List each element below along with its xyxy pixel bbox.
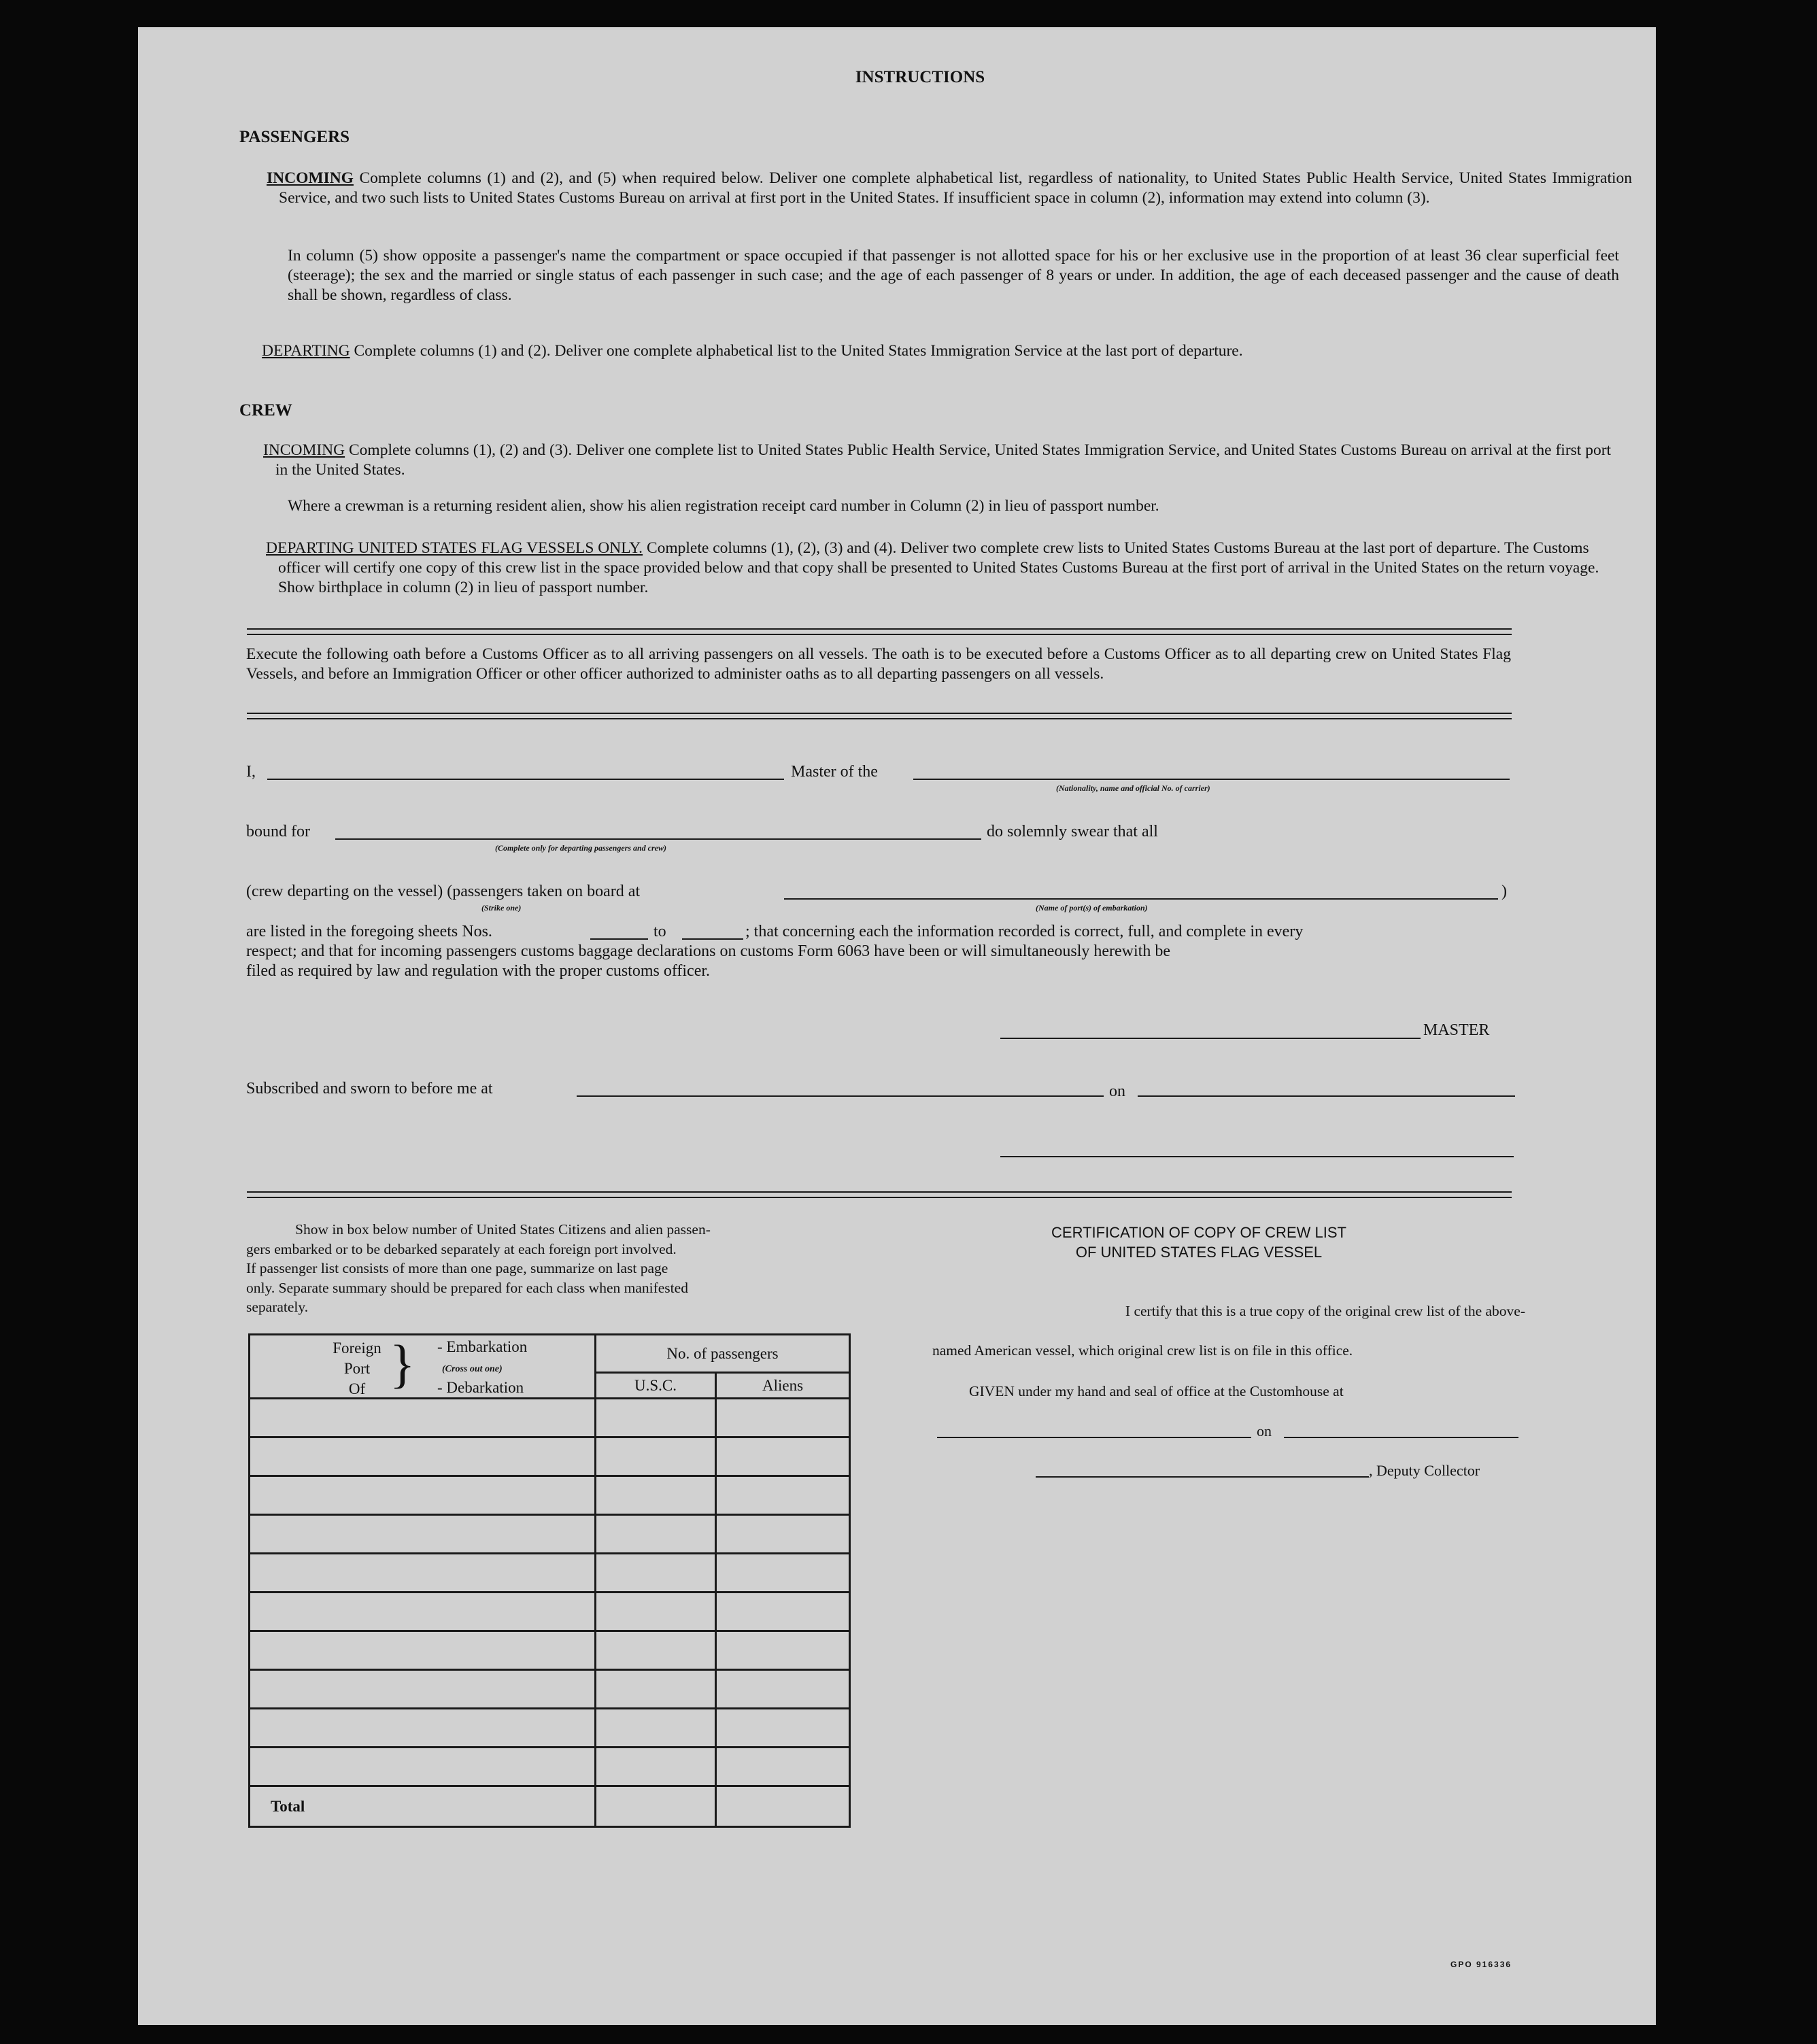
aliens-cell[interactable] — [716, 1437, 850, 1476]
bound-for-label: bound for — [246, 823, 310, 840]
swear-label: do solemnly swear that all — [987, 823, 1158, 840]
table-row — [250, 1554, 850, 1592]
subscribed-label: Subscribed and sworn to before me at — [246, 1080, 493, 1097]
deputy-collector-label: , Deputy Collector — [1369, 1462, 1480, 1479]
crew-resident-paragraph: Where a crewman is a returning resident alien, show his alien registration receipt card number in Column (2) in lieu of passport number. — [288, 497, 1159, 515]
sheet-from-field[interactable] — [590, 938, 648, 940]
sheets-label: are listed in the foregoing sheets Nos. — [246, 923, 492, 940]
of-label: Of — [348, 1380, 366, 1397]
passengers-column5-paragraph: In column (5) show opposite a passenger's name the compartment or space occupied if that passenger is not allotted space for his or her exclusive use in the proportion of at least 36 clear superficial feet (steerage); the sex and the married or single status of each passenger in such case; and the age of each passenger of 8 years or under. In addition, the age of each deceased passenger and the cause of death shall be shown, regardless of class. — [288, 247, 1619, 304]
subscribed-date-field[interactable] — [1138, 1095, 1515, 1097]
certification-title-line: OF UNITED STATES FLAG VESSEL — [1075, 1244, 1323, 1261]
usc-cell[interactable] — [596, 1437, 716, 1476]
crew-departing-paragraph — [266, 539, 1622, 598]
table-row — [250, 1515, 850, 1554]
foreign-label: Foreign — [333, 1340, 381, 1357]
certification-title-line: CERTIFICATION OF COPY OF CREW LIST — [1051, 1224, 1346, 1241]
embarkation-label: - Embarkation — [437, 1338, 528, 1355]
certify-line-1: I certify that this is a true copy of the original crew list of the above- — [1125, 1303, 1525, 1319]
aliens-cell[interactable] — [716, 1631, 850, 1670]
usc-cell[interactable] — [596, 1554, 716, 1592]
usc-cell[interactable] — [596, 1709, 716, 1748]
summary-instructions — [246, 1220, 851, 1317]
usc-cell[interactable] — [596, 1399, 716, 1437]
sheets-to-label: to — [653, 923, 666, 940]
strike-caption: (Strike one) — [481, 903, 522, 913]
summary-instruction-line: Show in box below number of United States Citizens and alien passen- — [295, 1221, 711, 1238]
divider-double — [247, 713, 1512, 719]
crew-departing-label: DEPARTING UNITED STATES FLAG VESSELS ONLY. — [266, 539, 643, 557]
aliens-cell[interactable] — [716, 1399, 850, 1437]
customhouse-field[interactable] — [937, 1437, 1251, 1438]
master-label: MASTER — [1423, 1021, 1490, 1039]
embarkation-port-field[interactable] — [784, 898, 1498, 900]
passengers-departing-paragraph — [262, 341, 1631, 361]
summary-instruction-line: only. Separate summary should be prepared for each class when manifested — [246, 1279, 688, 1296]
table-total-row — [250, 1786, 850, 1827]
usc-cell[interactable] — [596, 1748, 716, 1786]
summary-instruction-line: gers embarked or to be debarked separately at each foreign port involved. — [246, 1240, 677, 1257]
aliens-cell[interactable] — [716, 1554, 850, 1592]
aliens-cell[interactable] — [716, 1709, 850, 1748]
sheets-rest: ; that concerning each the information recorded is correct, full, and complete in every — [745, 923, 1304, 940]
debarkation-label: - Debarkation — [437, 1379, 524, 1396]
table-row — [250, 1748, 850, 1786]
deputy-signature-field[interactable] — [1036, 1476, 1369, 1478]
port-cell[interactable] — [250, 1631, 596, 1670]
port-cell[interactable] — [250, 1709, 596, 1748]
aliens-cell[interactable] — [716, 1670, 850, 1709]
usc-cell[interactable] — [596, 1631, 716, 1670]
crew-heading: CREW — [239, 401, 292, 420]
usc-header: U.S.C. — [596, 1373, 716, 1399]
cert-on-label: on — [1257, 1423, 1272, 1440]
port-cell[interactable] — [250, 1515, 596, 1554]
passengers-incoming-text: Complete columns (1) and (2), and (5) when required below. Deliver one complete alphabetical list, regardless of nationality, to United States Public Health Service, United States Immigration Service, and two such lists to United States Customs Bureau on arrival at first port in the United States. If insufficient space in column (2), information may extend into column (3). — [279, 169, 1633, 207]
oath-line-2: respect; and that for incoming passengers customs baggage declarations on customs Form 6063 have been or will simultaneously herewith be — [246, 942, 1170, 960]
close-paren: ) — [1501, 883, 1507, 900]
aliens-cell[interactable] — [716, 1592, 850, 1631]
total-label: Total — [250, 1786, 596, 1827]
usc-cell[interactable] — [596, 1670, 716, 1709]
carrier-field[interactable] — [913, 779, 1510, 780]
foreign-port-header — [250, 1335, 596, 1399]
port-cell[interactable] — [250, 1437, 596, 1476]
port-cell[interactable] — [250, 1476, 596, 1515]
subscribed-on-label: on — [1109, 1083, 1125, 1100]
port-caption: (Name of port(s) of embarkation) — [1036, 903, 1148, 913]
cross-out-caption: (Cross out one) — [442, 1364, 503, 1374]
aliens-total-cell[interactable] — [716, 1786, 850, 1827]
table-row — [250, 1592, 850, 1631]
table-row — [250, 1631, 850, 1670]
passengers-departing-label: DEPARTING — [262, 342, 350, 360]
aliens-cell[interactable] — [716, 1476, 850, 1515]
certification-title — [1002, 1223, 1396, 1262]
table-row — [250, 1437, 850, 1476]
aliens-cell[interactable] — [716, 1515, 850, 1554]
oath-i-label: I, — [246, 763, 256, 781]
divider-double — [247, 1191, 1512, 1198]
crew-departing-text: Complete columns (1), (2), (3) and (4). Deliver two complete crew lists to United States Customs Bureau at the last port of departure. The Customs officer will certify one copy of this crew list in the space provided below and that copy shall be presented to United States Customs Bureau at the first port of arrival in the United States on the return voyage. Show birthplace in column (2) in lieu of passport number. — [278, 539, 1599, 596]
usc-cell[interactable] — [596, 1515, 716, 1554]
crew-incoming-paragraph — [263, 441, 1622, 480]
master-signature-field[interactable] — [1000, 1038, 1421, 1039]
master-of-label: Master of the — [791, 763, 878, 781]
summary-instruction-line: If passenger list consists of more than one page, summarize on last page — [246, 1260, 668, 1276]
port-cell[interactable] — [250, 1670, 596, 1709]
given-line: GIVEN under my hand and seal of office at the Customhouse at — [969, 1383, 1344, 1399]
crew-incoming-text: Complete columns (1), (2) and (3). Deliver one complete list to United States Public Health Service, United States Immigration Service, and United States Customs Bureau on arrival at the first port in the United States. — [275, 441, 1612, 479]
oath-line-3: filed as required by law and regulation with the proper customs officer. — [246, 962, 711, 980]
port-cell[interactable] — [250, 1592, 596, 1631]
table-row — [250, 1399, 850, 1437]
cert-date-field[interactable] — [1284, 1437, 1518, 1438]
aliens-header: Aliens — [716, 1373, 850, 1399]
passengers-incoming-paragraph — [267, 169, 1632, 208]
sheet-to-field[interactable] — [682, 938, 743, 940]
table-row — [250, 1476, 850, 1515]
bound-for-field[interactable] — [335, 838, 981, 840]
summary-instruction-line: separately. — [246, 1299, 309, 1315]
page-title: INSTRUCTIONS — [855, 68, 985, 86]
usc-cell[interactable] — [596, 1476, 716, 1515]
subscribed-place-field[interactable] — [577, 1095, 1104, 1097]
master-name-field[interactable] — [267, 779, 784, 780]
divider-double — [247, 628, 1512, 635]
table-row — [250, 1709, 850, 1748]
usc-cell[interactable] — [596, 1592, 716, 1631]
table-header-row — [250, 1335, 850, 1373]
crew-incoming-label: INCOMING — [263, 441, 345, 459]
oath-intro: Execute the following oath before a Customs Officer as to all arriving passengers on all vessels. The oath is to be executed before a Customs Officer as to all departing crew on United States Flag Vessels, and before an Immigration Officer or other officer authorized to administer oaths as to all departing passengers on all vessels. — [246, 645, 1511, 683]
table-row — [250, 1670, 850, 1709]
gpo-code: GPO 916336 — [1450, 1960, 1512, 1969]
brace-icon: } — [390, 1334, 415, 1393]
passengers-departing-text: Complete columns (1) and (2). Deliver one complete alphabetical list to the United States Immigration Service at the last port of departure. — [354, 342, 1243, 360]
crew-passengers-label: (crew departing on the vessel) (passengers taken on board at — [246, 883, 641, 900]
certify-line-2: named American vessel, which original crew list is on file in this office. — [932, 1342, 1353, 1359]
bound-for-caption: (Complete only for departing passengers and crew) — [495, 843, 666, 853]
form-page — [138, 27, 1656, 2025]
passenger-summary-table — [248, 1333, 851, 1828]
usc-total-cell[interactable] — [596, 1786, 716, 1827]
port-cell[interactable] — [250, 1399, 596, 1437]
carrier-caption: (Nationality, name and official No. of carrier) — [1056, 783, 1210, 793]
passengers-incoming-label: INCOMING — [267, 169, 354, 187]
port-cell[interactable] — [250, 1554, 596, 1592]
officer-signature-field[interactable] — [1000, 1156, 1514, 1157]
no-passengers-header: No. of passengers — [596, 1335, 850, 1373]
port-label: Port — [343, 1360, 371, 1377]
passengers-heading: PASSENGERS — [239, 128, 350, 146]
port-cell[interactable] — [250, 1748, 596, 1786]
aliens-cell[interactable] — [716, 1748, 850, 1786]
